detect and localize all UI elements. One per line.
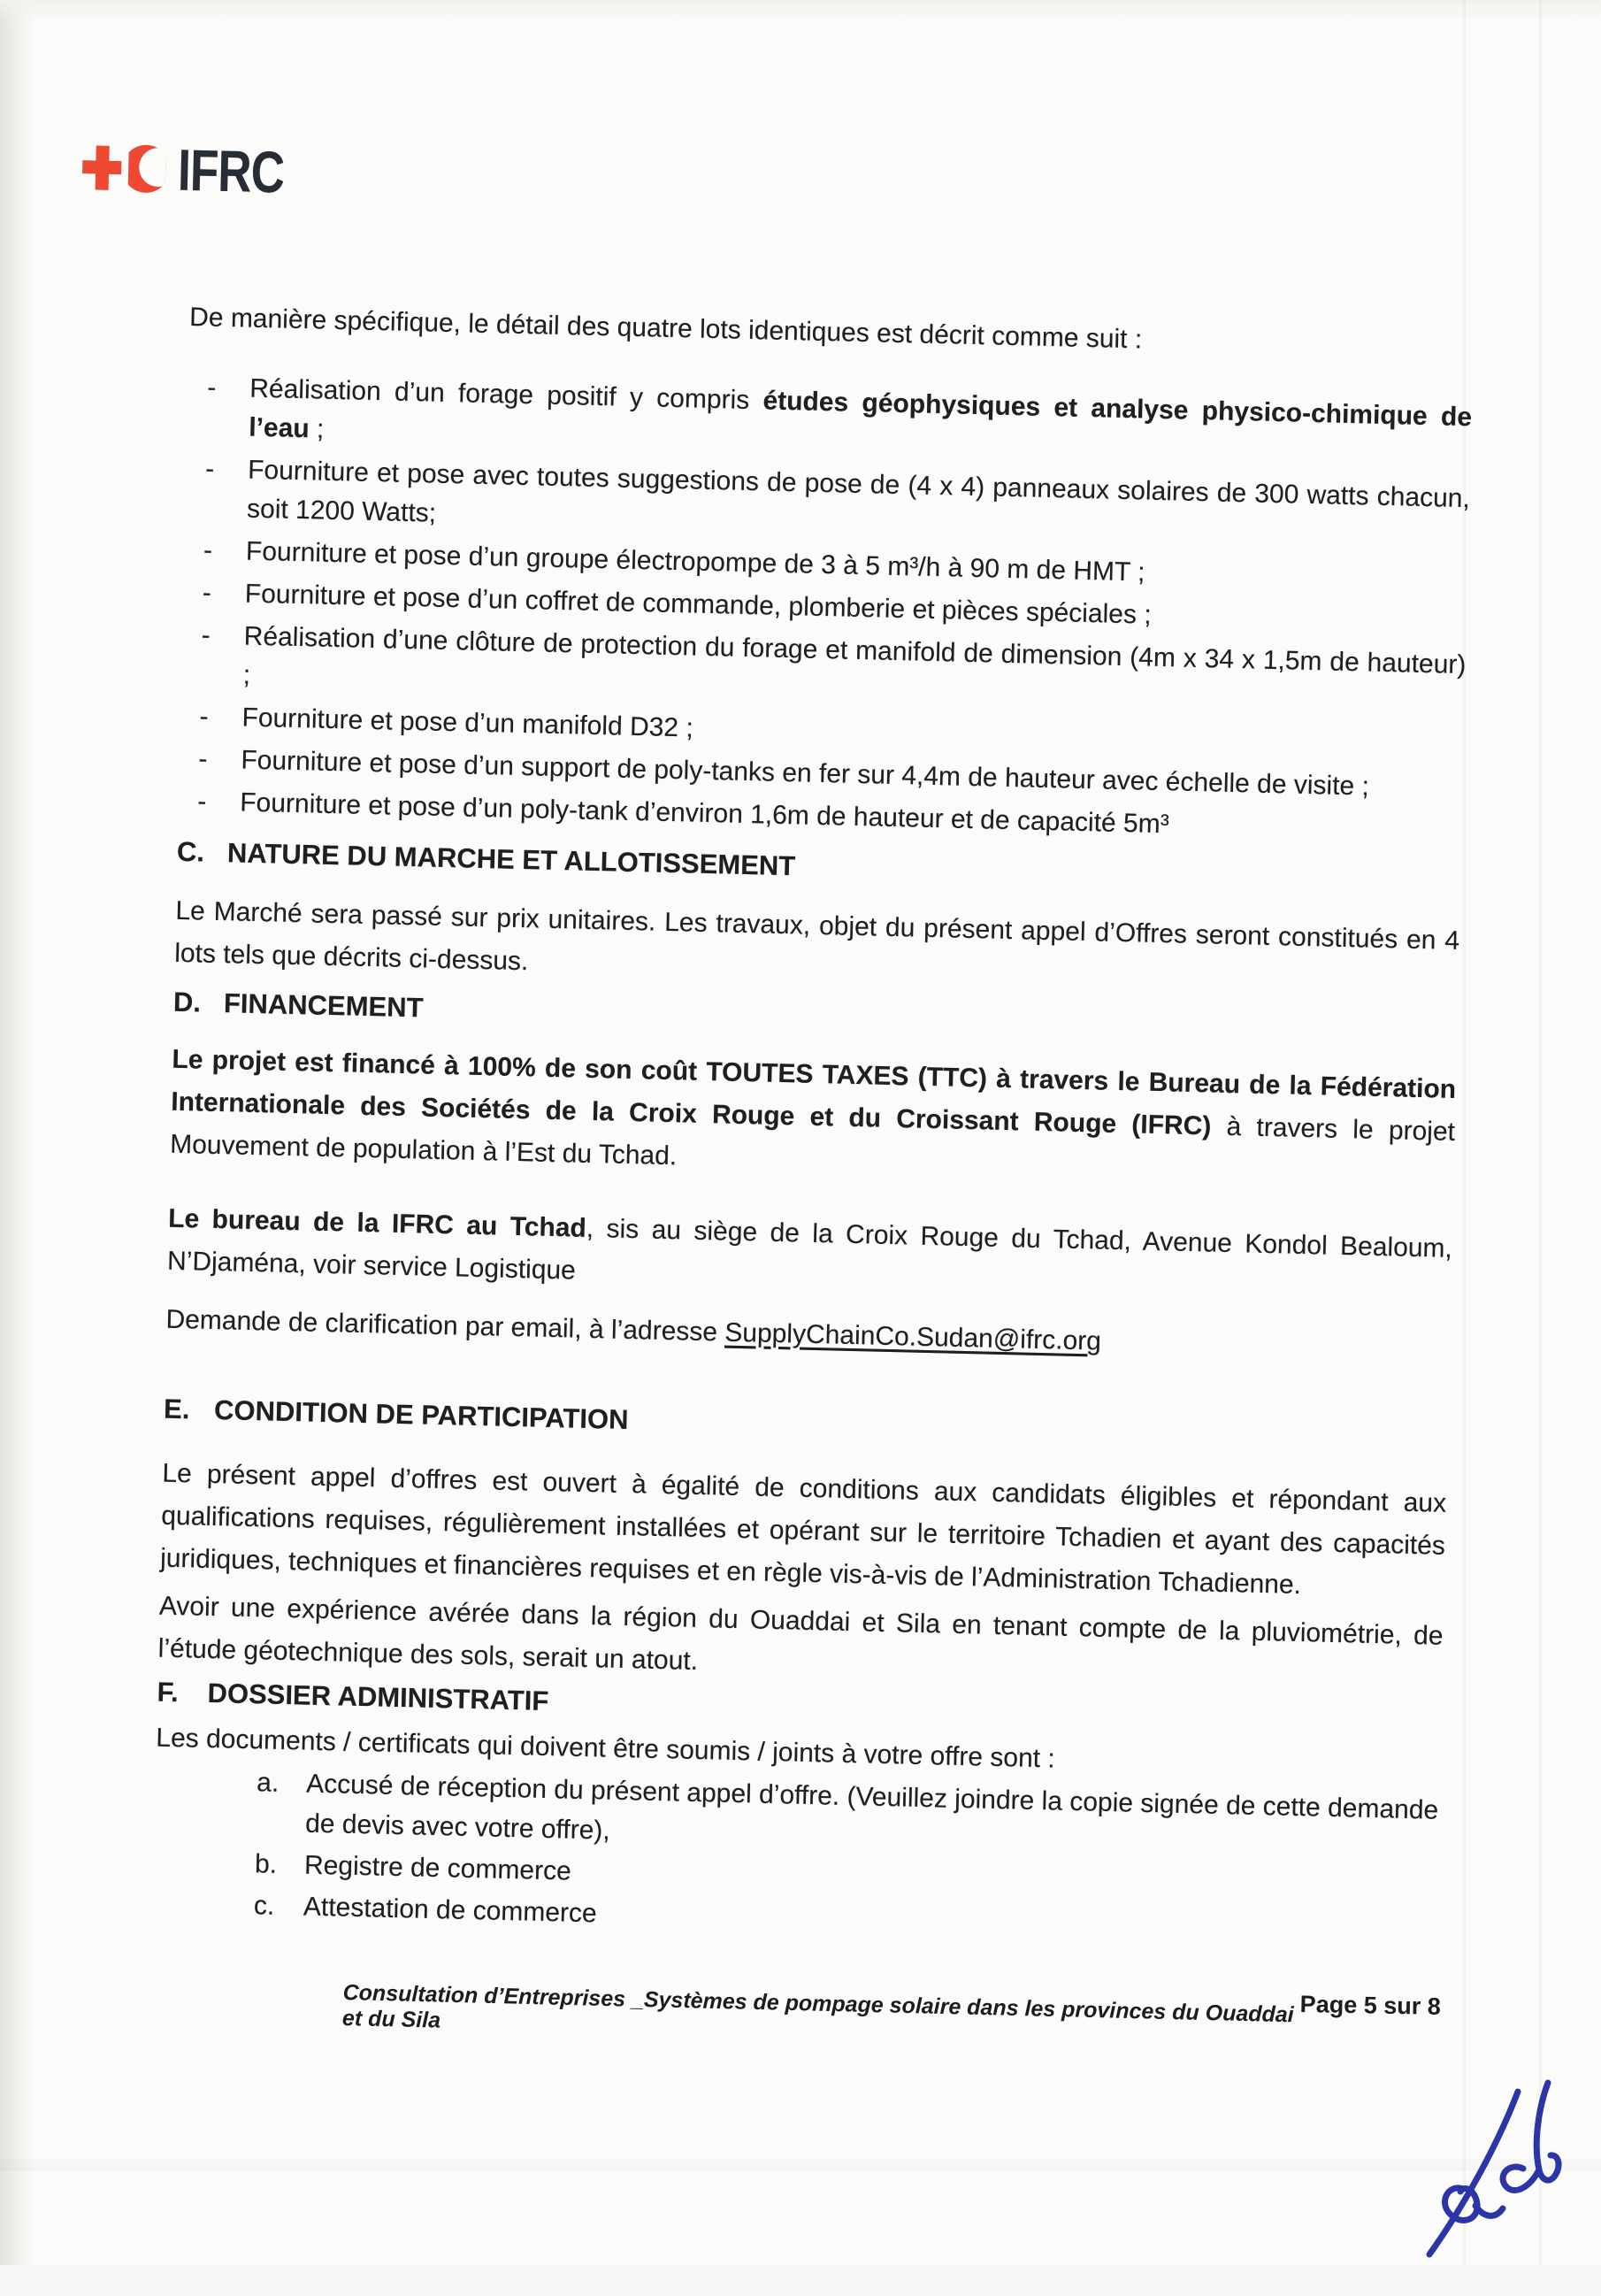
text-run: Page — [1299, 1991, 1365, 2019]
text-run: , sis au siège de la Croix Rouge du Tchad, Avenue Kondol Bealoum, N’Djaména, voir service Logistique — [166, 1213, 1453, 1286]
section-e-heading — [164, 1393, 1448, 1456]
text-run: Réalisation d’une clôture de protection du forage et manifold de dimension (4m x 34 x 1,5m de hauteur) ; — [242, 621, 1467, 690]
intro-paragraph: De manière spécifique, le détail des quatre lots identiques est décrit comme suit : — [188, 303, 1143, 355]
text-run: Fourniture et pose d’un groupe électropompe de 3 à 5 m³/h à 90 m de HMT ; — [245, 536, 1145, 587]
text-run: études géophysiques et analyse physico-chimique de l’eau — [248, 386, 1473, 444]
text-run: ; — [309, 414, 325, 444]
text-run: Attestation de commerce — [303, 1892, 598, 1929]
red-crescent-icon — [128, 142, 166, 195]
logo-text: IFRC — [177, 136, 285, 205]
footer-doc-title: Consultation d’Entreprises _Systèmes de pompage solaire dans les provinces du Ouaddai et du Sila — [341, 1980, 1295, 2033]
text-run: Le présent appel d’offres est ouvert à égalité de conditions aux candidats éligibles et répondant aux qualifications requises, régulièrement installées et opérant sur le territoire Tchadien et ayant des capacités juridiques, techniques et financières requises et en règle vis-à-vis de l’Administration Tchadienne. — [159, 1458, 1447, 1601]
bullet-dash: - — [206, 372, 217, 403]
text-run: Fourniture et pose d’un support de poly-tanks en fer sur 4,4m de hauteur avec échelle de visite ; — [241, 745, 1370, 802]
text-run: Demande de clarification par email, à l’adresse — [165, 1304, 725, 1348]
section-d-letter: D. — [172, 986, 202, 1018]
section-c-letter: C. — [176, 835, 205, 868]
section-e-title: CONDITION DE PARTICIPATION — [213, 1394, 629, 1436]
section-f-letter: F. — [157, 1676, 180, 1709]
text-run: Fourniture et pose d’un manifold D32 ; — [241, 703, 694, 743]
bureau-paragraph — [167, 1198, 1453, 1313]
bullet-dash: - — [203, 535, 213, 565]
text-run: Le Marché sera passé sur prix unitaires. Les travaux, objet du présent appel d’Offres seront constitués en 4 lots tels que décrits ci-dessus. — [173, 895, 1460, 977]
bullet-dash: - — [201, 620, 211, 650]
text-run: Accusé de réception du présent appel d’offre. (Veuillez joindre la copie signée de cette demande de devis avec votre offre), — [304, 1769, 1439, 1846]
bullet-dash: - — [202, 578, 212, 608]
text-run: Fourniture et pose d’un poly-tank d’environ 1,6m de hauteur et de capacité 5m³ — [239, 787, 1170, 840]
item-letter: a. — [256, 1768, 280, 1798]
bullet-dash: - — [204, 454, 215, 484]
item-letter: c. — [253, 1891, 275, 1921]
text-run: Registre de commerce — [303, 1850, 572, 1886]
text-run: Avoir une expérience avérée dans la région du Ouaddai et Sila en tenant compte de la pluviométrie, de l’étude géotechnique des sols, serait un atout. — [157, 1591, 1444, 1676]
text-run: Réalisation d’un forage positif y compris — [249, 373, 763, 416]
clarification-paragraph — [165, 1299, 1451, 1371]
text-run: Fourniture et pose avec toutes suggestions de pose de (4 x 4) panneaux solaires de 300 watts chacun, soit 1200 Watts; — [246, 455, 1471, 528]
nature-paragraph — [174, 890, 1460, 1005]
section-e-letter: E. — [163, 1393, 190, 1425]
text-run: 5 — [1363, 1992, 1378, 2019]
text-run: Fourniture et pose d’un coffret de commande, plomberie et pièces spéciales ; — [244, 579, 1153, 630]
text-column — [151, 297, 1474, 1955]
lot-details-list — [178, 368, 1473, 851]
ifrc-logo — [81, 134, 311, 206]
financement-paragraph — [170, 1039, 1457, 1196]
bullet-dash: - — [196, 787, 207, 817]
admin-documents-list — [151, 1761, 1439, 1954]
text-run: 8 — [1427, 1993, 1442, 2020]
section-d-title: FINANCEMENT — [223, 987, 424, 1024]
text-run: à travers le projet Mouvement de population à l’Est du Tchad. — [169, 1111, 1456, 1171]
item-letter: b. — [254, 1849, 278, 1879]
text-run: Le projet est financé à 100% de son coût TOUTES TAXES (TTC) à travers le Bureau de la Fédération Internationale des Sociétés de la Croix Rouge et du Croissant Rouge (IFRC) — [170, 1044, 1457, 1141]
section-f-title: DOSSIER ADMINISTRATIF — [207, 1677, 549, 1717]
section-c-title: NATURE DU MARCHE ET ALLOTISSEMENT — [226, 837, 796, 882]
bullet-dash: - — [198, 744, 208, 774]
red-cross-icon — [82, 145, 122, 190]
signature — [1413, 2072, 1564, 2258]
text-run: sur — [1376, 1992, 1429, 2020]
text-run: Les documents / certificats qui doivent être soumis / joints à votre offre sont : — [156, 1723, 1056, 1774]
text-run: Le bureau de la IFRC au Tchad — [167, 1203, 587, 1243]
bullet-dash: - — [199, 702, 209, 732]
footer-page-number — [1299, 1991, 1441, 2021]
participation-paragraph — [160, 1453, 1447, 1610]
email-link[interactable]: SupplyChainCo.Sudan@ifrc.org — [724, 1317, 1102, 1356]
